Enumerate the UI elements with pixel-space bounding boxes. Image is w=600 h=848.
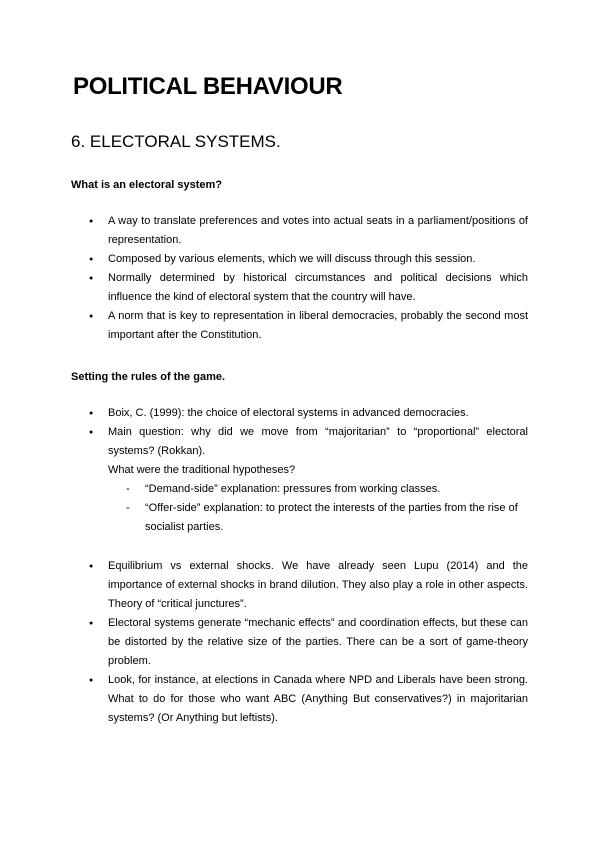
bullet-list-rules-continued [0, 557, 600, 728]
list-item-text: Main question: why did we move from “majoritarian” to “proportional” electoral systems? (Rokkan). [108, 426, 528, 457]
dash-item: - “Offer-side” explanation: to protect the interests of the parties from the rise of socialist parties. [108, 499, 528, 537]
section-heading: 6. ELECTORAL SYSTEMS. [71, 132, 281, 151]
list-item: ● Electoral systems generate “mechanic effects” and coordination effects, but these can be distorted by the relative size of the parties. There can be a sort of game-theory problem. [0, 614, 528, 671]
list-item: ● Look, for instance, at elections in Canada where NPD and Liberals have been strong. What to do for those who want ABC (Anything But conservatives?) in majoritarian systems? (Or Anything but leftists). [0, 671, 528, 728]
page-title: POLITICAL BEHAVIOUR [73, 73, 343, 100]
list-item: ● Equilibrium vs external shocks. We have already seen Lupu (2014) and the importance of external shocks in brand dilution. They also play a role in other aspects. Theory of “critical junctures”. [0, 557, 528, 614]
subsection-heading-what-is: What is an electoral system? [71, 179, 222, 191]
bullet-list-rules [0, 404, 600, 537]
dash-item: - “Demand-side” explanation: pressures from working classes. [108, 480, 528, 499]
subsection-heading-rules: Setting the rules of the game. [71, 371, 226, 383]
bullet-list-what-is [0, 212, 600, 345]
list-item: ● Composed by various elements, which we will discuss through this session. [0, 250, 528, 269]
list-item: ● Normally determined by historical circumstances and political decisions which influence the kind of electoral system that the country will have. [0, 269, 528, 307]
list-item: ● A norm that is key to representation in liberal democracies, probably the second most important after the Constitution. [0, 307, 528, 345]
list-item: ● A way to translate preferences and votes into actual seats in a parliament/positions of representation. [0, 212, 528, 250]
followup-question: What were the traditional hypotheses? [108, 464, 296, 476]
dash-list [108, 480, 528, 537]
list-item: ● Boix, C. (1999): the choice of electoral systems in advanced democracies. [0, 404, 528, 423]
list-item [0, 423, 528, 537]
